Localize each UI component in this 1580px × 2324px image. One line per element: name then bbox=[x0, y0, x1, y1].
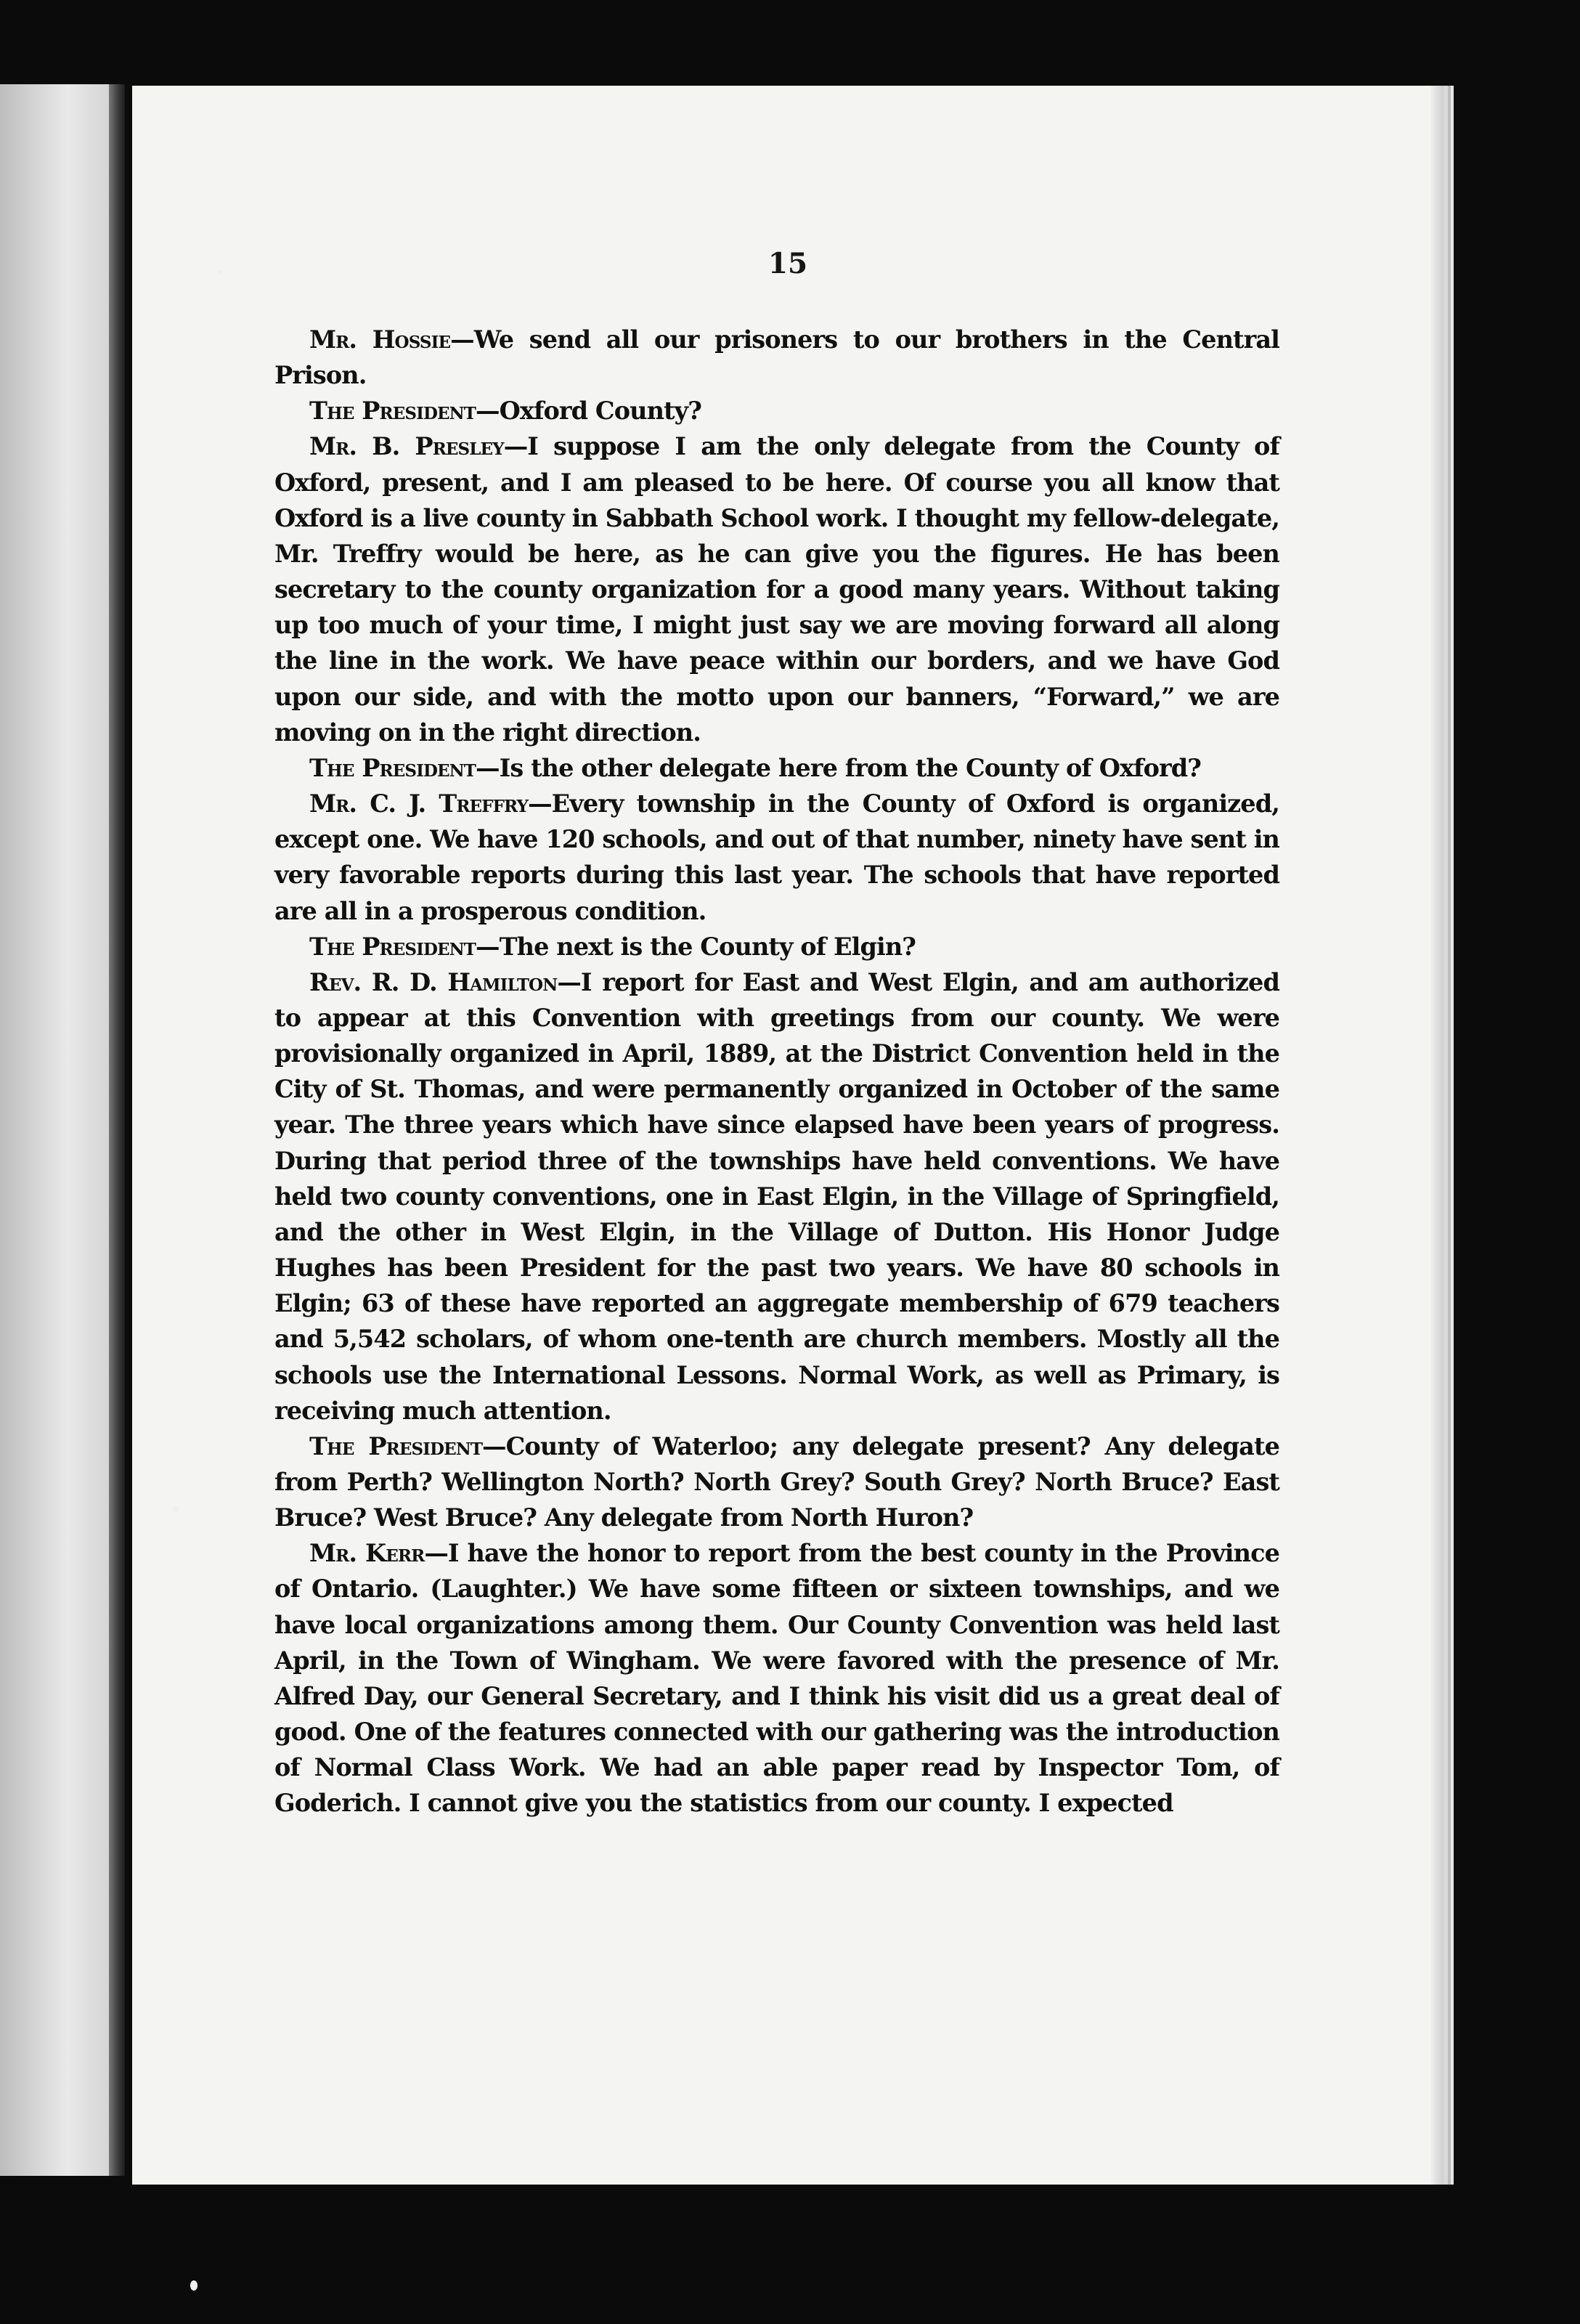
page-edge bbox=[1430, 86, 1443, 2185]
paragraph bbox=[274, 393, 1279, 428]
speaker: Mr. Hossie bbox=[309, 325, 451, 354]
speaker: The President bbox=[309, 932, 476, 961]
paragraph bbox=[274, 1429, 1279, 1535]
paragraph bbox=[274, 428, 1279, 749]
speaker: The President bbox=[309, 397, 476, 426]
book-spine bbox=[109, 84, 125, 2176]
body-text bbox=[274, 322, 1279, 1821]
paragraph bbox=[274, 322, 1279, 393]
paragraph-text: —Is the other delegate here from the County of Oxford? bbox=[475, 753, 1202, 782]
paragraph-text: —The next is the County of Elgin? bbox=[475, 932, 916, 961]
paragraph bbox=[274, 786, 1279, 929]
page-number: 15 bbox=[767, 247, 808, 280]
facing-page-edge bbox=[0, 84, 122, 2176]
paragraph bbox=[274, 1535, 1279, 1821]
paragraph bbox=[274, 750, 1279, 786]
paragraph-text: —I suppose I am the only delegate from the County of Oxford, present, and I am pleased to be here. Of course you all know that Oxford is a live county in Sabbath School work. I thought my fellow-delegate, Mr. Treffry would be here, as he can give you the figures. He has been secretary to the county organization for a good many years. Without taking up too much of your time, I might just say we are moving forward all along the line in the work. We have peace within our borders, and we have God upon our side, and with the motto upon our banners, “Forward,” we are moving on in the right direction. bbox=[274, 432, 1279, 747]
paragraph bbox=[274, 929, 1279, 964]
speaker: Mr. C. J. Treffry bbox=[309, 789, 529, 818]
speaker: The President bbox=[309, 1431, 483, 1460]
speaker: Mr. Kerr bbox=[309, 1539, 425, 1568]
paragraph-text: —Oxford County? bbox=[475, 397, 701, 426]
paragraph-text: —County of Waterloo; any delegate present? Any delegate from Perth? Wellington North? North Grey? South Grey? North Bruce? East Bruce? West Bruce? Any delegate from North Huron? bbox=[274, 1431, 1279, 1532]
scan-speck bbox=[218, 270, 222, 275]
scan-speck bbox=[173, 1506, 179, 1512]
speaker: Rev. R. D. Hamilton bbox=[309, 967, 558, 996]
speaker: The President bbox=[309, 753, 476, 782]
scan-speck bbox=[190, 2280, 198, 2291]
document-page bbox=[132, 86, 1443, 2185]
paragraph bbox=[274, 964, 1279, 1429]
paragraph-text: —We send all our prisoners to our brothers in the Central Prison. bbox=[274, 325, 1279, 390]
paragraph-text: —Every township in the County of Oxford is organized, except one. We have 120 schools, and out of that number, ninety have sent in very favorable reports during this last year. The schools that have reported are all in a prosperous condition. bbox=[274, 789, 1279, 925]
speaker: Mr. B. Presley bbox=[309, 432, 504, 461]
paragraph-text: —I have the honor to report from the best county in the Province of Ontario. (Laughter.) We have some fifteen or sixteen townships, and we have local organizations among them. Our County Convention was held last April, in the Town of Wingham. We were favored with the presence of Mr. Alfred Day, our General Secretary, and I think his visit did us a great deal of good. One of the features connected with our gathering was the introduction of Normal Class Work. We had an able paper read by Inspector Tom, of Goderich. I cannot give you the statistics from our county. I expected bbox=[274, 1539, 1279, 1818]
paragraph-text: —I report for East and West Elgin, and am authorized to appear at this Convention with greetings from our county. We were provisionally organized in April, 1889, at the District Convention held in the City of St. Thomas, and were permanently organized in October of the same year. The three years which have since elapsed have been years of progress. During that period three of the townships have held conventions. We have held two county conventions, one in East Elgin, in the Village of Springfield, and the other in West Elgin, in the Village of Dutton. His Honor Judge Hughes has been President for the past two years. We have 80 schools in Elgin; 63 of these have reported an aggregate membership of 679 teachers and 5,542 scholars, of whom one-tenth are church members. Mostly all the schools use the International Lessons. Normal Work, as well as Primary, is receiving much attention. bbox=[274, 967, 1279, 1425]
